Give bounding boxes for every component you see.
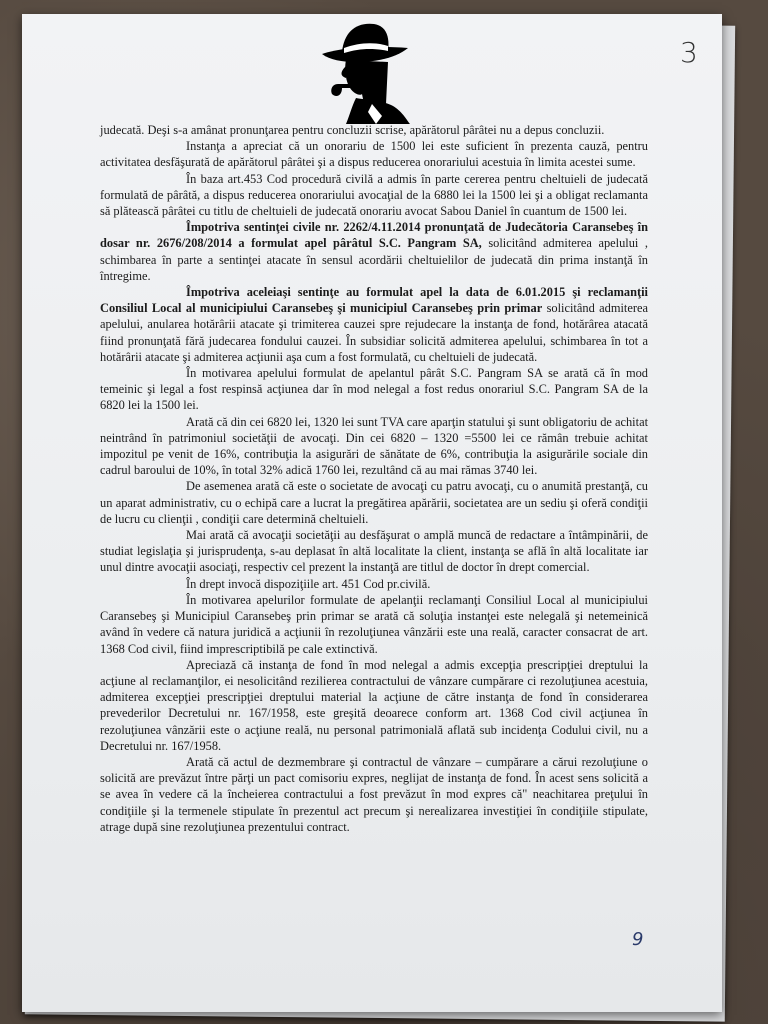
document-page [22, 14, 722, 1012]
bold-heading: Împotriva aceleiaşi sentinţe au formulat apel la data de 6.01.2015 şi reclamanţii Consiliul Local al municipiului Caransebeş şi municipiul Caransebeş prin primar [100, 285, 648, 316]
paragraph: În motivarea apelului formulat de apelantul pârât S.C. Pangram SA se arată că în mod temeinic şi legal a fost respinsă acţiunea dar în mod nelegal a fost redus onorariul S.C. Pangram SA de la 6820 lei la 1500 lei. [100, 366, 648, 413]
paragraph: Apreciază că instanţa de fond în mod nelegal a admis excepţia prescripţiei dreptului la acţiune al reclamanţilor, ei nesolicitând rezilierea contractului de vânzare cumpărare ci rezoluţiunea acestuia, admiterea excepţiei prescripţiei dreptului material la acţiune de către instanţa de fond în considerarea prevederilor Decretului nr. 167/1958, este greşită deoarece conform art. 1368 Cod civil acţiunea în rezoluţiunea vânzării este o acţiune reală, nu personal patrimonială aflată sub incidenţa Codului civil, nu a Decretului nr. 167/1958. [100, 657, 648, 753]
paragraph: De asemenea arată că este o societate de avocaţi cu patru avocaţi, cu o anumită prestanţă, cu un aparat administrativ, cu o echipă care a lucrat la pregătirea apărării, societatea are un sediu şi oferă condiţii de lucru cu clienţii , condiţii care determină cheltuieli. [100, 479, 648, 526]
paragraph-continuation: solicitând admiterea apelului, anularea hotărârii atacate şi trimiterea cauzei spre rejudecare la instanţa de fond, hotărârea atacată fiind pronunţată fără judecarea fondului cauzei. În subsidiar solicită admiterea apelului, schimbarea în tot a hotărârii atacate şi admiterea acţiunii aşa cum a fost formulată, cu cheltuieli de judecată. [100, 301, 648, 364]
paragraph: În motivarea apelurilor formulate de apelanţii reclamanţi Consiliul Local al municipiului Caransebeş şi Municipiul Caransebeş prin primar se arată că soluţia instanţei este nelegală şi netemeinică având în vedere că natura juridică a acţiunii în rezoluţiunea vânzării este una reală, caracter consacrat de art. 1368 Cod civil, fiind imprescriptibilă pe cale extinctivă. [100, 592, 648, 656]
paragraph: În drept invocă dispoziţiile art. 451 Cod pr.civilă. [186, 576, 431, 591]
paragraph: În baza art.453 Cod procedură civilă a admis în parte cererea pentru cheltuieli de judecată formulată de pârâtă, a dispus reducerea onorariului avocaţial de la 6880 lei la 1500 lei şi a obligat reclamanta să plătească pârâtei cu titlu de cheltuieli de judecată onorariu avocat Sabou Daniel în cuantum de 1500 lei. [100, 171, 648, 219]
paragraph: Arată că din cei 6820 lei, 1320 lei sunt TVA care aparţin statului şi sunt obligatoriu de achitat neintrând în patrimoniul societăţii de avocaţi. Din cei 6820 – 1320 =5500 lei ce rămân trebuie achitat impozitul pe venit de 16%, contribuţia la asigurări de sănătate de 6%, contribuţia la asigurările sociale din cadrul baroului de 10%, în total 32% adică 1760 lei, rezultând că au mai rămas 3740 lei. [100, 414, 649, 478]
paragraph: Mai arată că avocaţii societăţii au desfăşurat o amplă muncă de redactare a întâmpinării, de studiat legislaţia şi jurisprudenţa, s-au deplasat în altă localitate la client, instanţa se află în altă localitate iar unul dintre avocaţii asociaţi, respectiv cel prezent la instanţă are titlul de doctor în drept comercial. [100, 528, 648, 575]
paragraph: Instanţa a apreciat că un onorariu de 1500 lei este suficient în prezenta cauză, pentru activitatea desfăşurată de apărătorul pârâtei şi a dispus reducerea onorariului acestuia în limita acestei sume. [100, 139, 648, 170]
bold-heading: Împotriva sentinţei civile nr. 2262/4.11.2014 pronunţată de Judecătoria Caransebeş în dosar nr. 2676/208/2014 a formulat apel pârâtul S.C. Pangram SA, [100, 220, 648, 251]
handwritten-mark: 9 [632, 929, 644, 950]
detective-silhouette-icon [316, 18, 412, 124]
paragraph: Arată că actul de dezmembrare şi contractul de vânzare – cumpărare a cărui rezoluţiune o solicită are prevăzut între părţi un pact comisoriu expres, neglijat de instanţa de fond. În acest sens solicită a se avea în vedere că la încheierea contractului a fost prevăzut în mod expres că" neachitarea preţului în condiţiile şi la termenele stipulate în prezentul act precum şi nerealizarea investiţiei în condiţiile stipulate, atrage după sine rezoluţiunea prezentului contract. [100, 754, 648, 834]
paragraph [100, 284, 648, 365]
handwritten-page-number: 3 [680, 36, 698, 69]
paragraph-continuation: solicitând admiterea apelului , schimbarea în parte a sentinţei atacate în sensul acordării cheltuielilor de judecată din prima instanţă în întregime. [100, 236, 648, 283]
paragraph [100, 219, 648, 284]
paragraph: judecată. Deşi s-a amânat pronunţarea pentru concluzii scrise, apărătorul pârâtei nu a depus concluzii. [100, 123, 605, 137]
document-body [100, 122, 648, 835]
